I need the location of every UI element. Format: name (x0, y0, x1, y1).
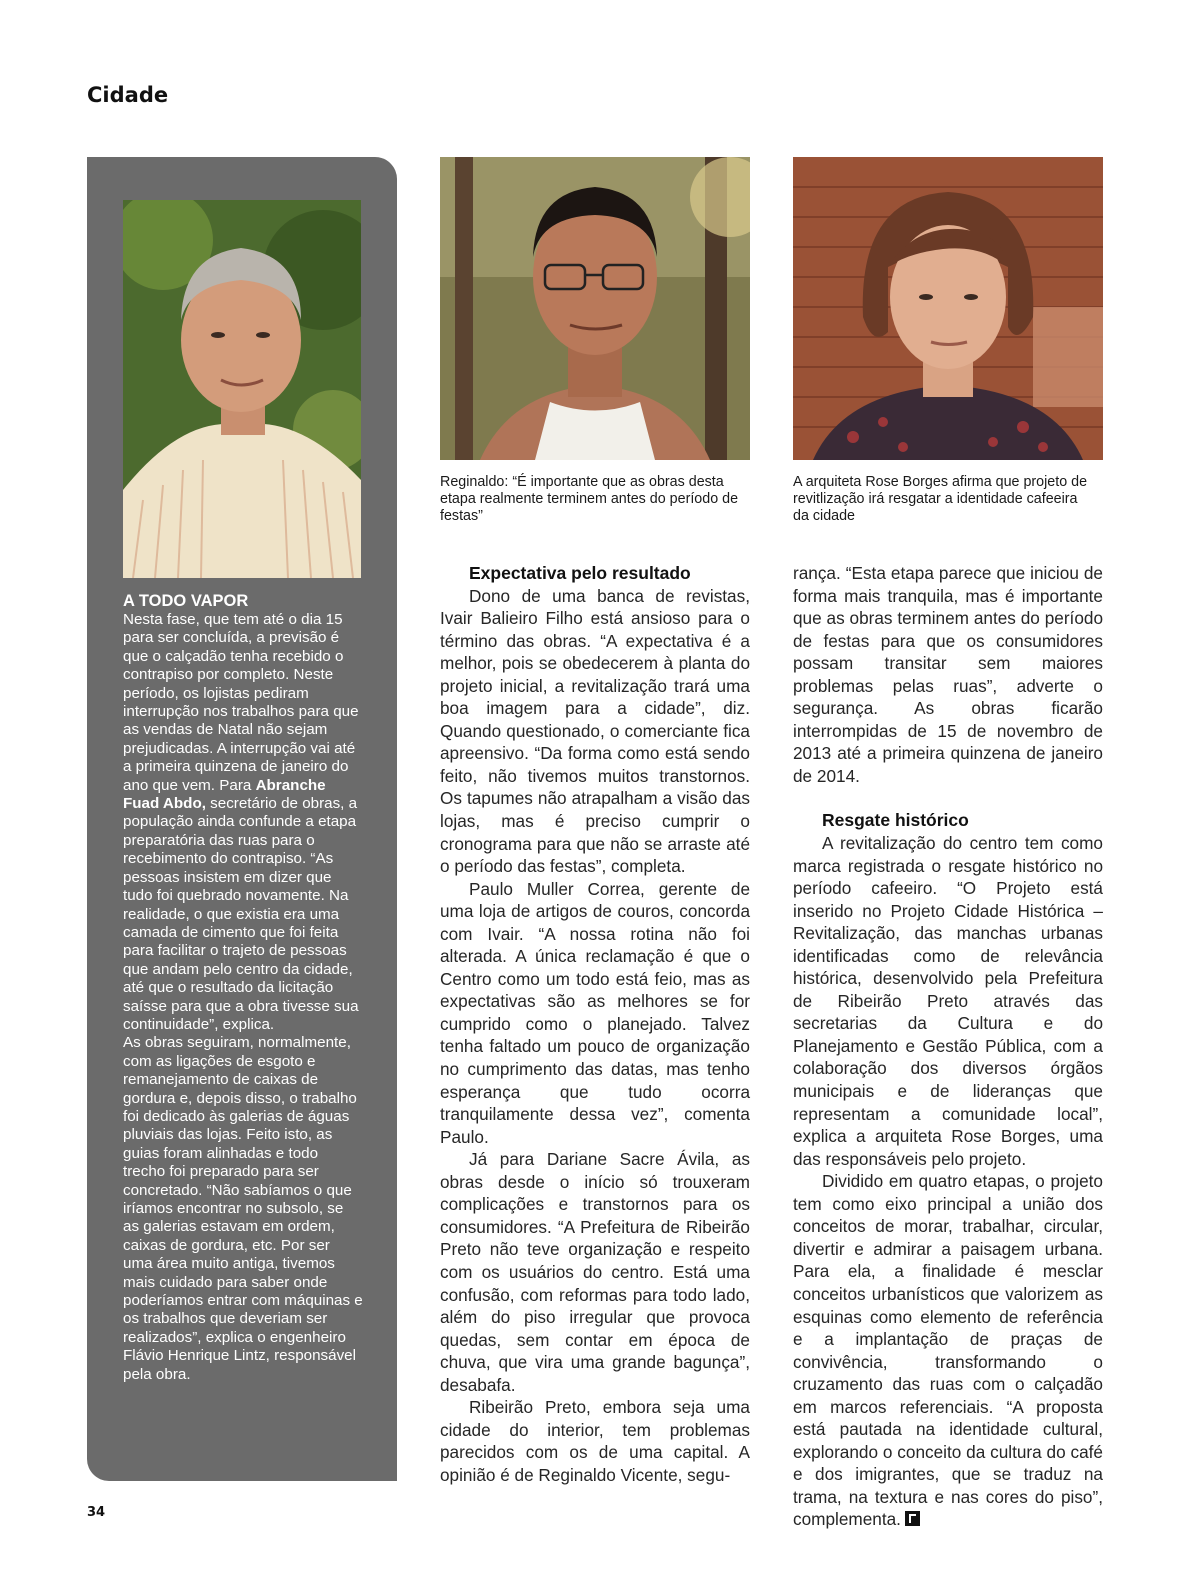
article-column-2 (793, 562, 1103, 1531)
article-paragraph: Já para Dariane Sacre Ávila, as obras desde o início só trouxeram complicações e transtornos para os consumidores. “A Prefeitura de Ribeirão Preto não teve organização e respeito com os usuários do centro. Está uma confusão, com reformas para todo lado, além do piso irregular que provoca quedas, sem contar em época de chuva, que vira uma grande bagunça”, desabafa. (440, 1149, 750, 1395)
sidebar-p1-text: Nesta fase, que tem até o dia 15 para ser concluída, a previsão é que o calçadão tenha recebido o contrapiso por completo. Neste período, os lojistas pediram interrupção nos trabalhos para que as vendas de Natal não sejam prejudicadas. A interrupção vai até a primeira quinzena de janeiro do ano que vem. Para (123, 611, 359, 794)
sidebar-paragraph-1 (123, 611, 363, 1034)
sidebar-heading: A TODO VAPOR (123, 592, 249, 610)
reginaldo-caption: Reginaldo: “É importante que as obras desta etapa realmente terminem antes do período de festas” (440, 474, 739, 524)
article-paragraph: rança. “Esta etapa parece que iniciou de forma mais tranquila, mas é importante que as obras terminem antes do período de festas para que os consumidores possam transitar sem maiores problemas pelas ruas”, adverte o segurança. As obras ficarão interrompidas de 15 de novembro de 2013 até a primeira quinzena de janeiro de 2014. (793, 563, 1103, 786)
sidebar-text (123, 591, 363, 1384)
article-paragraph: Ribeirão Preto, embora seja uma cidade do interior, tem problemas parecidos com os de uma capital. A opinião é de Reginaldo Vicente, segu- (440, 1397, 750, 1485)
reginaldo-photo (440, 157, 750, 460)
final-paragraph-text: Dividido em quatro etapas, o projeto tem como eixo principal a união dos conceitos de morar, trabalhar, circular, divertir e admirar a paisagem urbana. Para ela, a finalidade é mesclar conceitos urbanísticos que valorizem as esquinas como elemento de referência e a implantação de praças de convivência, transformando o cruzamento das ruas com o calçadão em marcos referenciais. “A proposta está pautada na identidade cultural, explorando o conceito da cultura do café e dos imigrantes, que se traduz na trama, na textura e nas cores do piso”, complementa. (793, 1171, 1103, 1530)
sidebar-paragraph-2: As obras seguiram, normalmente, com as ligações de esgoto e remanejamento de caixas de gordura e, depois disso, o trabalho foi dedicado às galerias de águas pluviais das lojas. Feito isto, as guias foram alinhadas e todo trecho foi preparado para ser concretado. “Não sabíamos o que iríamos encontrar no subsolo, se as galerias estavam em ordem, caixas de gordura, etc. Por ser uma área muito antiga, tivemos mais cuidado para saber onde poderíamos entrar com máquinas e os trabalhos que deveriam ser realizados”, explica o engenheiro Flávio Henrique Lintz, responsável pela obra. (123, 1034, 363, 1383)
rose-caption: A arquiteta Rose Borges afirma que projeto de revitlização irá resgatar a identidade cafeeira da cidade (793, 474, 1088, 524)
end-of-article-icon (905, 1511, 920, 1526)
sidebar-p1-text-cont: secretário de obras, a população ainda confunde a etapa preparatória das ruas para o recebimento do contrapiso. “As pessoas insistem em dizer que tudo foi quebrado novamente. Na realidade, o que existia era uma camada de cimento que foi feita para facilitar o trajeto de pessoas que andam pelo centro da cidade, até que o resultado da licitação saísse para que a obra tivesse sua continuidade”, explica. (123, 795, 359, 1033)
page-number: 34 (87, 1505, 106, 1520)
sidebar-box (87, 157, 397, 1481)
article-column-1 (440, 562, 750, 1486)
abranche-photo (123, 200, 361, 578)
heading-resgate: Resgate histórico (822, 810, 969, 831)
article-paragraph: A revitalização do centro tem como marca registrada o resgate histórico no período cafeeiro. “O Projeto está inserido no Projeto Cidade Histórica – Revitalização, das manchas urbanas identificadas como de relevância histórica, desenvolvido pela Prefeitura de Ribeirão Preto através das secretarias da Cultura e do Planejamento e Gestão Pública, com a colaboração dos diversos órgãos municipais e de lideranças que representam a comunidade local”, explica a arquiteta Rose Borges, uma das responsáveis pelo projeto. (793, 833, 1103, 1169)
rose-photo (793, 157, 1103, 460)
sidebar-p1-bold-name: Abranche Fuad Abdo, (123, 776, 326, 813)
article-paragraph: Dono de uma banca de revistas, Ivair Balieiro Filho está ansioso para o término das obras. “A expectativa é a melhor, pois se obedecerem à planta do projeto inicial, a revitalização trará uma boa imagem para a cidade”, diz. Quando questionado, o comerciante fica apreensivo. “Da forma como está sendo feito, não tivemos muitos transtornos. Os tapumes não atrapalham a visão das lojas, mas é preciso cumprir o cronograma para que não se arraste até o período das festas”, completa. (440, 585, 750, 877)
section-title: Cidade (87, 83, 169, 107)
spacer (793, 787, 1103, 809)
article-paragraph-final (793, 1170, 1103, 1531)
heading-expectativa: Expectativa pelo resultado (469, 563, 691, 583)
article-paragraph: Paulo Muller Correa, gerente de uma loja de artigos de couros, concorda com Ivair. “A nossa rotina não foi alterada. A única reclamação é que o Centro como um todo está feio, mas as expectativas são as melhores se for cumprido como o planejado. Talvez tenha faltado um pouco de organização no cumprimento das datas, mas tenho esperança que tudo ocorra tranquilamente dessa vez”, comenta Paulo. (440, 878, 750, 1147)
